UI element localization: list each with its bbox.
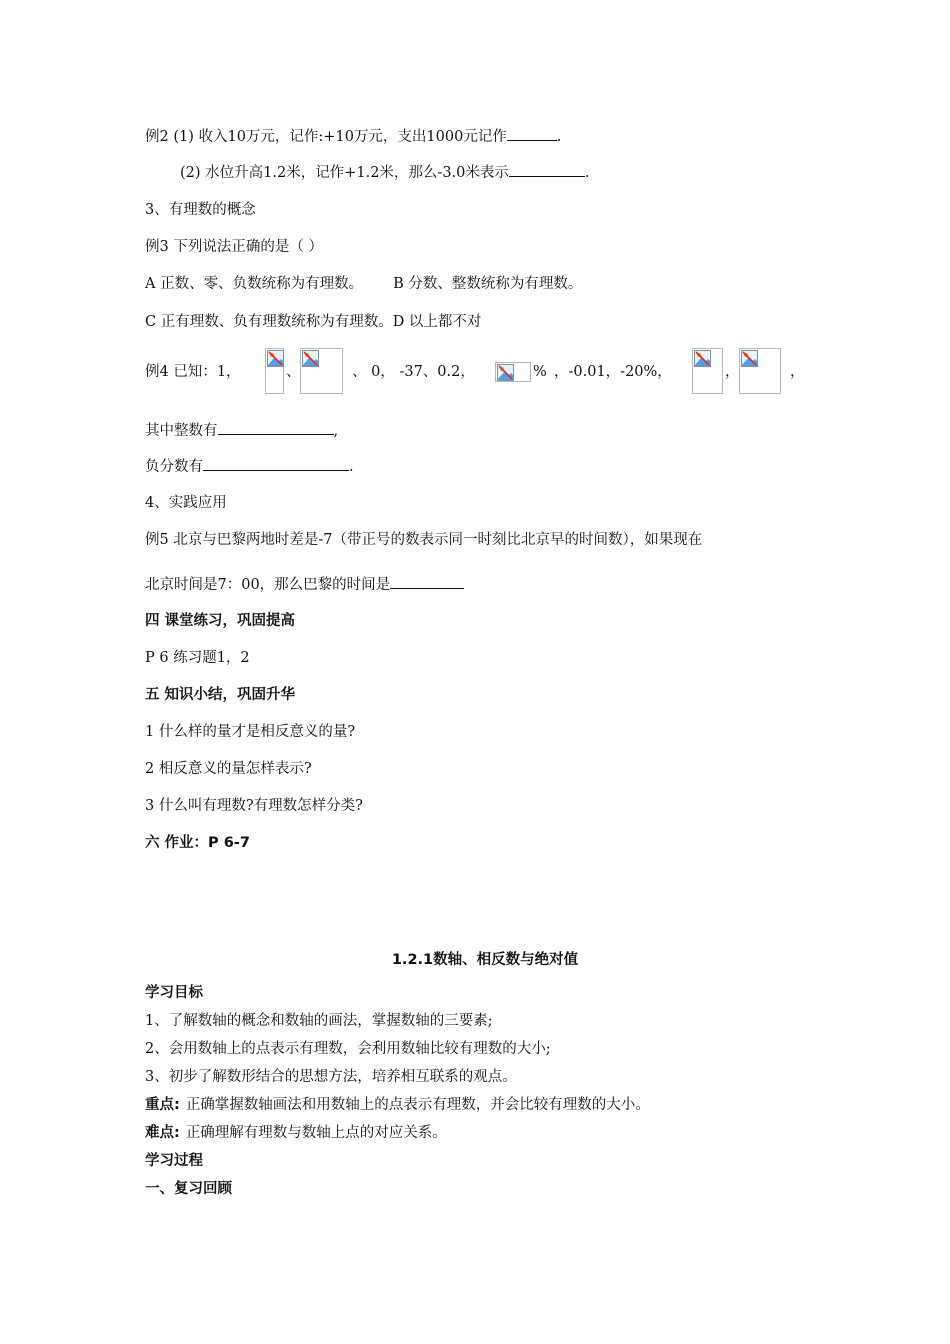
- summary-question-1: 1 什么样的量才是相反意义的量?: [145, 724, 356, 740]
- practice-reference: P 6 练习题1，2: [145, 650, 250, 666]
- section-3-heading: 3、有理数的概念: [145, 202, 256, 218]
- broken-image-icon: [741, 350, 758, 367]
- answer-blank: [390, 574, 464, 589]
- section-four-heading: 四 课堂练习，巩固提高: [145, 613, 296, 629]
- example-3-question: 例3 下列说法正确的是（ ）: [145, 239, 323, 255]
- fraction-image-3: [692, 348, 723, 394]
- goal-1: 1、了解数轴的概念和数轴的画法，掌握数轴的三要素;: [145, 1013, 493, 1029]
- answer-blank: [203, 456, 349, 471]
- percent-image: [495, 362, 531, 382]
- fraction-image-2: [300, 348, 343, 394]
- answer-blank: [218, 420, 334, 435]
- summary-question-2: 2 相反意义的量怎样表示?: [145, 761, 312, 777]
- example-2-part-1: 例2 (1) 收入10万元，记作:+10万元，支出1000元记作 .: [145, 126, 561, 147]
- example-4-numbers: 例4 已知：1，: [145, 364, 241, 380]
- broken-image-icon: [267, 350, 284, 367]
- goals-heading: 学习目标: [145, 985, 203, 1001]
- fraction-image-4: [739, 348, 781, 394]
- goal-3: 3、初步了解数形结合的思想方法，培养相互联系的观点。: [145, 1069, 517, 1085]
- difficult-point: 难点: 正确理解有理数与数轴上点的对应关系。: [145, 1125, 447, 1141]
- option-b: B 分数、整数统称为有理数。: [393, 276, 583, 292]
- lesson-title: 1.2.1数轴、相反数与绝对值: [391, 952, 579, 968]
- review-heading: 一、复习回顾: [145, 1181, 232, 1197]
- section-five-heading: 五 知识小结，巩固升华: [145, 687, 296, 703]
- broken-image-icon: [302, 350, 319, 367]
- section-six-heading: 六 作业：P 6-7: [145, 835, 250, 851]
- example-5-line-1: 例5 北京与巴黎两地时差是-7（带正号的数表示同一时刻比北京早的时间数），如果现在: [145, 532, 703, 548]
- example-4-integers: 其中整数有 ,: [145, 420, 338, 441]
- process-heading: 学习过程: [145, 1153, 203, 1169]
- fraction-image-1: [265, 348, 284, 394]
- goal-2: 2、会用数轴上的点表示有理数，会利用数轴比较有理数的大小;: [145, 1041, 551, 1057]
- example-2-part-2: (2) 水位升高1.2米，记作+1.2米，那么-3.0米表示 .: [180, 162, 590, 183]
- example-3-options-cd: C 正有理数、负有理数统称为有理数。D 以上都不对: [145, 314, 482, 330]
- summary-question-3: 3 什么叫有理数?有理数怎样分类?: [145, 798, 363, 814]
- key-point: 重点: 正确掌握数轴画法和用数轴上的点表示有理数，并会比较有理数的大小。: [145, 1097, 650, 1113]
- broken-image-icon: [497, 364, 514, 381]
- broken-image-icon: [694, 350, 711, 367]
- example-5-line-2: 北京时间是7：00，那么巴黎的时间是: [145, 574, 464, 595]
- option-a: A 正数、零、负数统称为有理数。: [145, 276, 364, 292]
- example-3-options-ab: [145, 274, 582, 294]
- answer-blank: [509, 162, 585, 177]
- example-4-negative-fractions: 负分数有 .: [145, 456, 354, 477]
- section-4-heading: 4、实践应用: [145, 495, 227, 511]
- answer-blank: [507, 126, 557, 141]
